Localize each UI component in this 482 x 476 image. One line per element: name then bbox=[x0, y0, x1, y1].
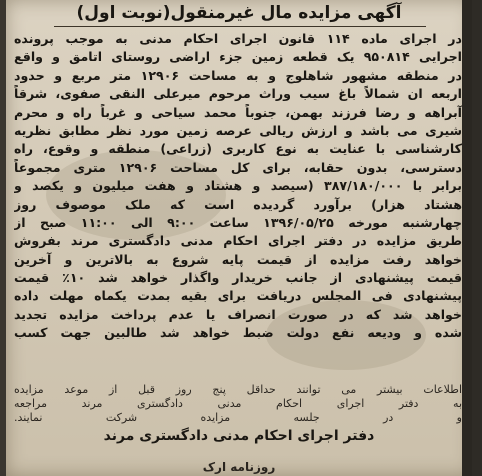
notice-small-print bbox=[14, 383, 462, 425]
notice-line: اجرایی ۹۵۰۸۱۴ یک قطعه زمین جزء اراضی روستای اتامق و واقع bbox=[14, 49, 462, 65]
notice-signature: دفتر اجرای احکام مدنی دادگستری مرند bbox=[103, 428, 375, 444]
notice-line: شده و ودیعه نفع دولت ضبط خواهد شد طالبین جهت کسب bbox=[14, 325, 462, 341]
notice-line: قیمت پیشنهادی از جانب خریدار واگذار خواهد شد ۱۰٪ قیمت bbox=[14, 270, 462, 286]
notice-line: برابر با ۳۸۷/۱۸۰/۰۰۰ (سیصد و هشتاد و هفت میلیون و یکصد و bbox=[14, 178, 462, 194]
notice-line: خواهد شد که در صورت انصراف یا عدم پرداخت مزایده تجدید bbox=[14, 306, 462, 322]
notice-line: در منطقه مشهور شاهلوج و به مساحت ۱۲۹۰۶ متر مربع و حدود bbox=[14, 67, 462, 83]
notice-line: آبراهه و رضا فرزند بهمن، جنوباً محمد سیاحی و غرباً راه و محرم bbox=[14, 104, 462, 120]
notice-line: کارشناسی با عنایت به نوع کاربری (زراعی) منطقه و وقوع، راه bbox=[14, 141, 462, 157]
notice-line: شیری می باشد و ارزش ریالی عرصه زمین مورد نظر مطابق نظریه bbox=[14, 122, 462, 138]
notice-line: خواهد رفت مزایده از قیمت پایه شروع به بالاترین و آخرین bbox=[14, 251, 462, 267]
notice-line: اربعه ان شمالاً باغ سیب وراث مرحوم میرعلی النقی صفوی، شرقاً bbox=[14, 86, 462, 102]
small-print-line: و در جلسه مزایده شرکت نمایند. bbox=[14, 411, 462, 424]
notice-line: چهارشنبه مورخه ۱۳۹۶/۰۵/۲۵ ساعت ۹:۰۰ الی ۱۱:۰۰ صبح از bbox=[14, 214, 462, 230]
notice-line: دسترسی، بدون حقابه، برای کل مساحت ۱۲۹۰۶ متری مجموعاً bbox=[14, 159, 462, 175]
scan-right-edge bbox=[462, 0, 472, 476]
title-underline bbox=[54, 26, 426, 27]
newspaper-clipping bbox=[6, 0, 472, 476]
notice-line: هشتاد هزار) برآورد گردیده است که ملک موصوف روز bbox=[14, 196, 462, 212]
small-print-line: اطلاعات بیشتر می توانند حداقل پنج روز قبل از موعد مزایده bbox=[14, 383, 462, 396]
small-print-line: به دفتر اجرای احکام مدنی دادگستری مرند مراجعه bbox=[14, 397, 462, 410]
newspaper-footer: روزنامه ارک bbox=[202, 460, 276, 474]
notice-title: آگهی مزایده مال غیرمنقول(نوبت اول) bbox=[76, 3, 402, 23]
notice-body bbox=[14, 30, 462, 343]
notice-line: طریق مزایده در دفتر اجرای احکام مدنی دادگستری مرند بفروش bbox=[14, 233, 462, 249]
notice-line: در اجرای ماده ۱۱۴ قانون اجرای احکام مدنی به موجب پرونده bbox=[14, 31, 462, 46]
notice-line: پیشنهادی فی المجلس دریافت برای بقیه بمدت یکماه مهلت داده bbox=[14, 288, 462, 304]
